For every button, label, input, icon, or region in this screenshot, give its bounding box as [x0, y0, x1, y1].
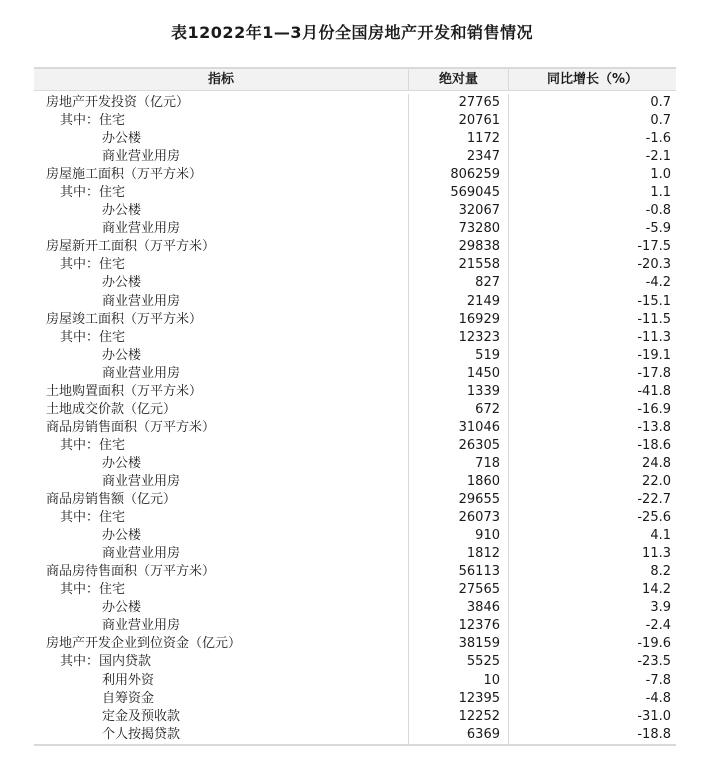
row-indicator: 其中：住宅 [34, 112, 409, 130]
row-yoy-growth: -2.4 [645, 618, 671, 634]
row-indicator: 商业营业用房 [34, 473, 409, 491]
row-absolute-value: 32067 [409, 202, 509, 220]
row-yoy-growth: -17.5 [637, 239, 671, 255]
row-indicator: 其中：住宅 [34, 437, 409, 455]
table-row [34, 708, 676, 726]
row-absolute-value: 827 [409, 274, 509, 292]
row-absolute-value: 56113 [409, 563, 509, 581]
row-yoy-growth: 11.3 [642, 546, 671, 562]
table-row [34, 166, 676, 184]
row-yoy-growth: -5.9 [645, 221, 671, 237]
row-indicator: 商业营业用房 [34, 617, 409, 635]
table-body [34, 94, 676, 744]
row-absolute-value: 12252 [409, 708, 509, 726]
table-row [34, 365, 676, 383]
row-indicator: 利用外资 [34, 672, 409, 690]
row-indicator: 商品房销售额（亿元） [34, 491, 409, 509]
row-yoy-growth: -7.8 [645, 672, 671, 688]
row-yoy-growth: 0.7 [650, 113, 671, 129]
row-yoy-growth: -16.9 [637, 401, 671, 417]
row-yoy-growth: -31.0 [637, 708, 671, 724]
header-yoy: 同比增长（%） [546, 72, 639, 87]
row-yoy-growth: -20.3 [637, 257, 671, 273]
row-indicator: 定金及预收款 [34, 708, 409, 726]
row-absolute-value: 26073 [409, 509, 509, 527]
row-yoy-growth: -23.5 [637, 654, 671, 670]
table-row [34, 672, 676, 690]
row-yoy-growth: -18.6 [637, 437, 671, 453]
row-absolute-value: 31046 [409, 419, 509, 437]
row-absolute-value: 29838 [409, 238, 509, 256]
table-row [34, 94, 676, 112]
header-indicator: 指标 [34, 69, 409, 90]
row-absolute-value: 1812 [409, 545, 509, 563]
row-yoy-growth: -4.2 [645, 275, 671, 291]
table-row [34, 202, 676, 220]
row-yoy-growth: 8.2 [650, 564, 671, 580]
row-indicator: 商业营业用房 [34, 220, 409, 238]
row-indicator: 办公楼 [34, 599, 409, 617]
row-yoy-growth: -11.5 [637, 311, 671, 327]
row-indicator: 商业营业用房 [34, 545, 409, 563]
row-indicator: 房屋竣工面积（万平方米） [34, 311, 409, 329]
row-indicator: 商业营业用房 [34, 148, 409, 166]
row-yoy-growth: -2.1 [645, 149, 671, 165]
row-indicator: 房地产开发企业到位资金（亿元） [34, 635, 409, 653]
row-absolute-value: 12395 [409, 690, 509, 708]
row-absolute-value: 12376 [409, 617, 509, 635]
table-row [34, 329, 676, 347]
table-row [34, 617, 676, 635]
row-yoy-growth: 22.0 [642, 473, 671, 489]
row-indicator: 商业营业用房 [34, 365, 409, 383]
row-yoy-growth: -1.6 [645, 131, 671, 147]
table-row [34, 581, 676, 599]
data-table [34, 67, 676, 746]
row-yoy-growth: -13.8 [637, 419, 671, 435]
table-row [34, 112, 676, 130]
row-yoy-growth: 4.1 [650, 528, 671, 544]
table-row [34, 563, 676, 581]
row-absolute-value: 569045 [409, 184, 509, 202]
row-absolute-value: 16929 [409, 311, 509, 329]
table-row [34, 653, 676, 671]
row-indicator: 商业营业用房 [34, 293, 409, 311]
header-absolute: 绝对量 [409, 69, 509, 90]
row-indicator: 商品房待售面积（万平方米） [34, 563, 409, 581]
row-absolute-value: 3846 [409, 599, 509, 617]
row-absolute-value: 5525 [409, 653, 509, 671]
table-row [34, 238, 676, 256]
row-yoy-growth: -41.8 [637, 383, 671, 399]
table-row [34, 130, 676, 148]
row-indicator: 其中：住宅 [34, 581, 409, 599]
row-indicator: 办公楼 [34, 130, 409, 148]
row-absolute-value: 1172 [409, 130, 509, 148]
row-absolute-value: 20761 [409, 112, 509, 130]
row-absolute-value: 73280 [409, 220, 509, 238]
row-yoy-growth: -25.6 [637, 510, 671, 526]
row-yoy-growth: -17.8 [637, 365, 671, 381]
row-indicator: 其中：住宅 [34, 256, 409, 274]
row-indicator: 其中：住宅 [34, 329, 409, 347]
row-yoy-growth: 3.9 [650, 600, 671, 616]
row-absolute-value: 29655 [409, 491, 509, 509]
row-yoy-growth: 0.7 [650, 95, 671, 110]
row-absolute-value: 1450 [409, 365, 509, 383]
table-row [34, 455, 676, 473]
row-indicator: 自筹资金 [34, 690, 409, 708]
row-yoy-growth: 1.0 [650, 167, 671, 183]
row-absolute-value: 26305 [409, 437, 509, 455]
table-row [34, 690, 676, 708]
row-absolute-value: 806259 [409, 166, 509, 184]
row-yoy-growth: -11.3 [637, 329, 671, 345]
row-indicator: 其中：住宅 [34, 184, 409, 202]
row-indicator: 土地购置面积（万平方米） [34, 383, 409, 401]
row-absolute-value: 12323 [409, 329, 509, 347]
row-indicator: 其中：国内贷款 [34, 653, 409, 671]
row-absolute-value: 672 [409, 401, 509, 419]
row-indicator: 商品房销售面积（万平方米） [34, 419, 409, 437]
row-indicator: 房屋施工面积（万平方米） [34, 166, 409, 184]
row-indicator: 土地成交价款（亿元） [34, 401, 409, 419]
table-row [34, 509, 676, 527]
row-yoy-growth: 24.8 [642, 455, 671, 471]
row-indicator: 办公楼 [34, 527, 409, 545]
table-row [34, 437, 676, 455]
row-yoy-growth: -4.8 [645, 690, 671, 706]
row-yoy-growth: -15.1 [637, 293, 671, 309]
row-absolute-value: 910 [409, 527, 509, 545]
row-indicator: 其中：住宅 [34, 509, 409, 527]
row-absolute-value: 1339 [409, 383, 509, 401]
row-indicator: 房屋新开工面积（万平方米） [34, 238, 409, 256]
table-row [34, 347, 676, 365]
row-indicator: 房地产开发投资（亿元） [34, 94, 409, 112]
row-absolute-value: 10 [409, 672, 509, 690]
row-yoy-growth: -19.6 [637, 636, 671, 652]
table-row [34, 545, 676, 563]
table-row [34, 293, 676, 311]
row-indicator: 办公楼 [34, 202, 409, 220]
row-indicator: 个人按揭贷款 [34, 726, 409, 744]
row-absolute-value: 6369 [409, 726, 509, 744]
row-absolute-value: 27765 [409, 94, 509, 112]
row-indicator: 办公楼 [34, 455, 409, 473]
row-absolute-value: 38159 [409, 635, 509, 653]
row-yoy-growth: -22.7 [637, 492, 671, 508]
row-absolute-value: 2347 [409, 148, 509, 166]
table-row [34, 419, 676, 437]
table-row [34, 256, 676, 274]
table-title: 表12022年1—3月份全国房地产开发和销售情况 [171, 23, 533, 42]
table-row [34, 311, 676, 329]
table-header [34, 69, 676, 91]
table-row [34, 726, 676, 744]
row-yoy-growth: -0.8 [645, 203, 671, 219]
table-row [34, 599, 676, 617]
row-yoy-growth: -18.8 [637, 726, 671, 742]
row-absolute-value: 2149 [409, 293, 509, 311]
table-row [34, 491, 676, 509]
table-row [34, 184, 676, 202]
row-yoy-growth: 14.2 [642, 582, 671, 598]
table-row [34, 383, 676, 401]
row-absolute-value: 1860 [409, 473, 509, 491]
row-absolute-value: 21558 [409, 256, 509, 274]
table-row [34, 220, 676, 238]
row-yoy-growth: 1.1 [650, 185, 671, 201]
table-row [34, 274, 676, 292]
row-absolute-value: 718 [409, 455, 509, 473]
table-row [34, 635, 676, 653]
table-row [34, 473, 676, 491]
row-absolute-value: 27565 [409, 581, 509, 599]
table-row [34, 148, 676, 166]
row-yoy-growth: -19.1 [637, 347, 671, 363]
row-absolute-value: 519 [409, 347, 509, 365]
row-indicator: 办公楼 [34, 347, 409, 365]
table-row [34, 401, 676, 419]
row-indicator: 办公楼 [34, 274, 409, 292]
table-row [34, 527, 676, 545]
